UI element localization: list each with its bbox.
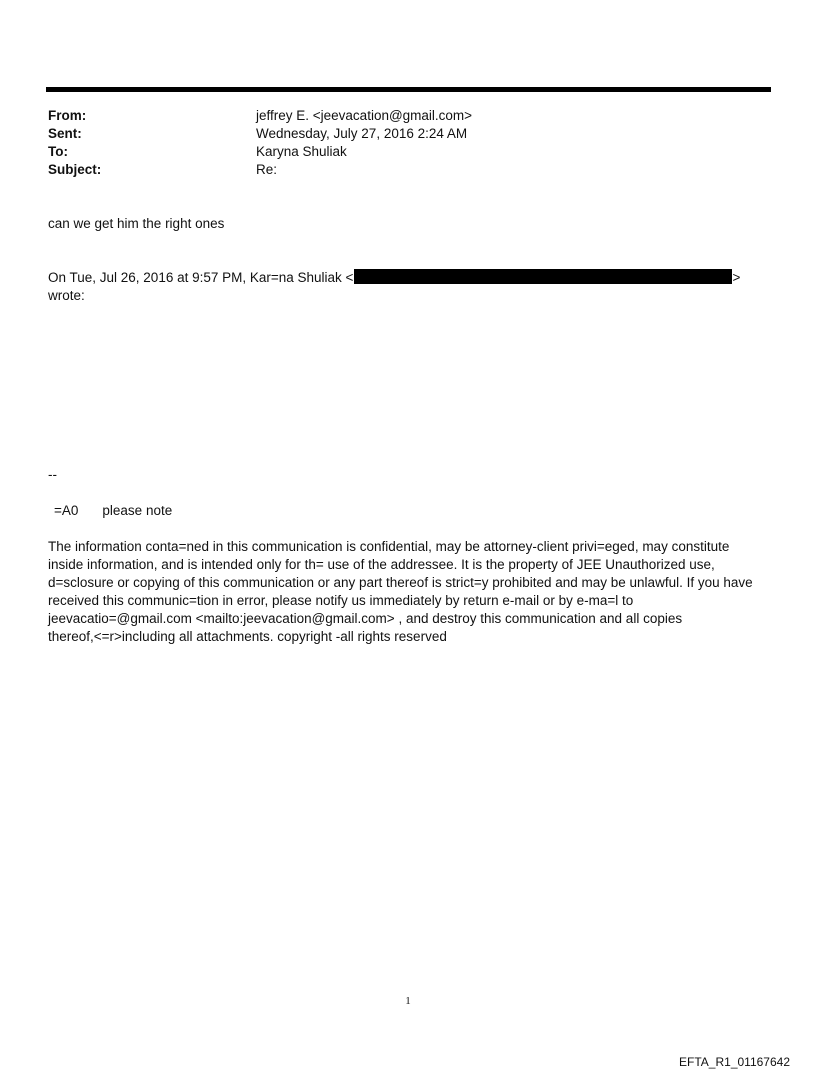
disclaimer-line: thereof,<=r>including all attachments. copyright -all rights reserved [48, 629, 447, 644]
quote-wrote: wrote: [48, 288, 85, 303]
email-header [48, 107, 748, 179]
sent-value: Wednesday, July 27, 2016 2:24 AM [256, 126, 468, 141]
quote-intro-line [48, 269, 740, 287]
disclaimer-line: jeevacatio=@gmail.com <mailto:jeevacation@gmail.com> , and destroy this communication and all copies [48, 611, 683, 626]
redaction-block [354, 269, 732, 284]
disclaimer-line: inside information, and is intended only for th= use of the addressee. It is the property of JEE Unauthorized use, [48, 557, 715, 572]
from-row [48, 107, 748, 125]
subject-label: Subject: [48, 162, 102, 177]
please-note: please note [102, 503, 173, 518]
header-rule [46, 87, 771, 92]
please-note-line [54, 502, 172, 520]
disclaimer-line: received this communic=tion in error, please notify us immediately by return e-mail or by e-ma=l to [48, 593, 634, 608]
message-body: can we get him the right ones [48, 216, 225, 231]
subject-value: Re: [256, 162, 278, 177]
signature-separator: -- [48, 467, 57, 482]
disclaimer-line: d=sclosure or copying of this communication or any part thereof is strict=y prohibited and may be unlawful. If you have [48, 575, 753, 590]
disclaimer-line: The information conta=ned in this communication is confidential, may be attorney-client privi=eged, may constitute [48, 539, 730, 554]
from-value: jeffrey E. <jeevacation@gmail.com> [256, 108, 473, 123]
page-number: 1 [405, 995, 411, 1007]
document-id: EFTA_R1_01167642 [679, 1055, 790, 1069]
nbsp-code: =A0 [54, 503, 79, 518]
sent-label: Sent: [48, 126, 82, 141]
subject-row [48, 161, 748, 179]
to-label: To: [48, 144, 68, 159]
quote-intro: On Tue, Jul 26, 2016 at 9:57 PM, Kar=na Shuliak < [48, 270, 354, 285]
to-row [48, 143, 748, 161]
quote-intro-end: > [732, 270, 741, 285]
from-label: From: [48, 108, 87, 123]
to-value: Karyna Shuliak [256, 144, 347, 159]
sent-row [48, 125, 748, 143]
confidentiality-disclaimer [48, 538, 768, 646]
